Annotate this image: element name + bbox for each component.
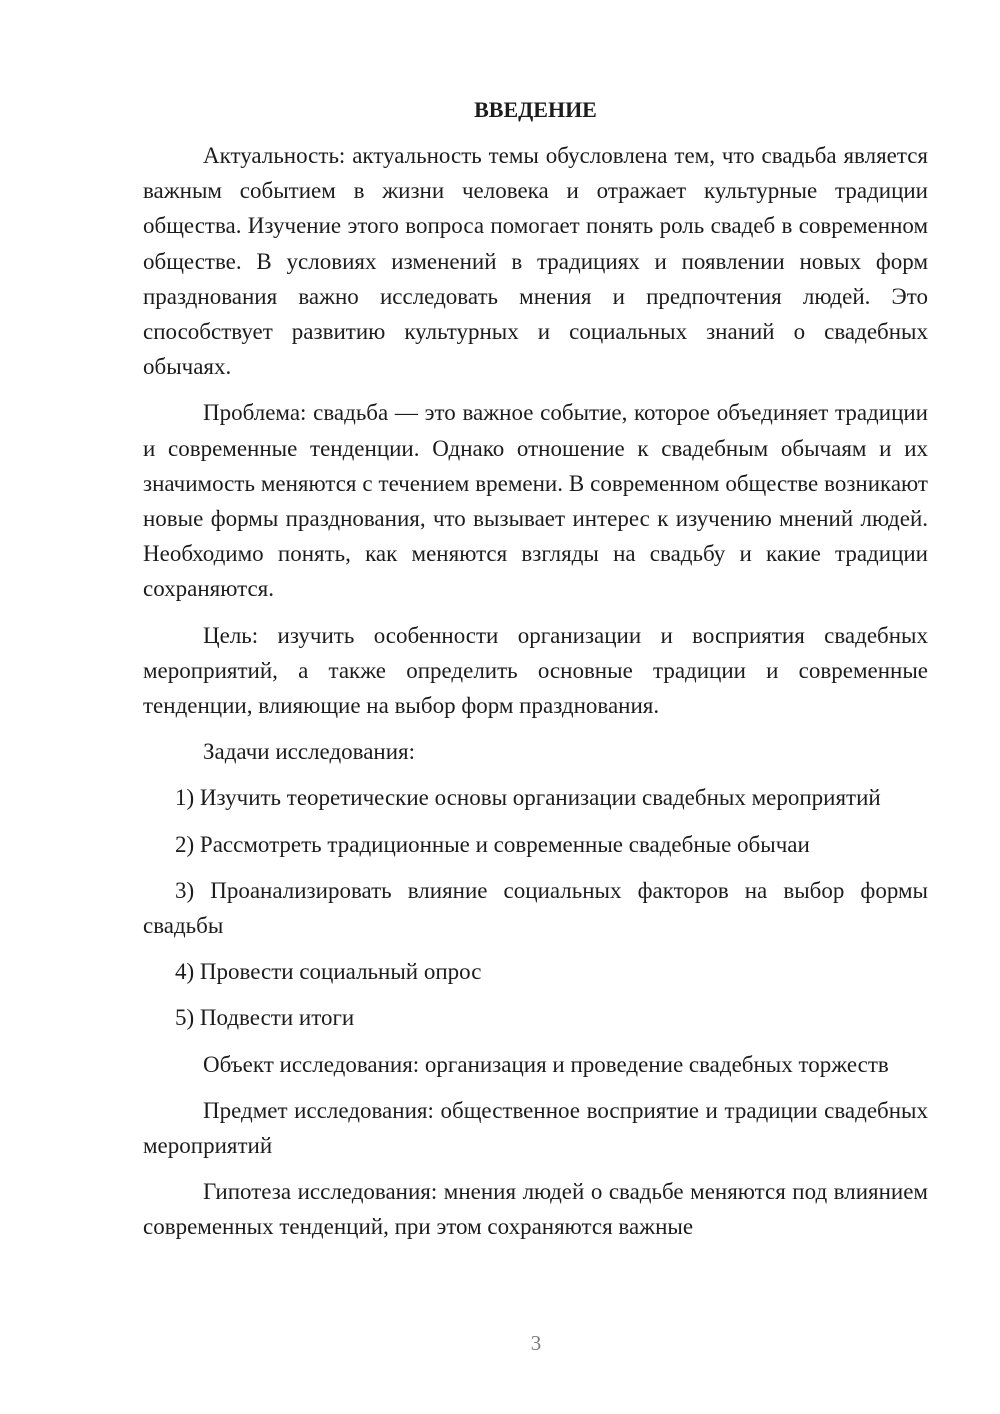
task-item-2: 2) Рассмотреть традиционные и современные свадебные обычаи	[175, 831, 810, 857]
task-item-4: 4) Провести социальный опрос	[175, 959, 482, 985]
page-number: 3	[530, 1331, 542, 1355]
task-item-3: 3) Проанализировать влияние социальных факторов на выбор формы свадьбы	[143, 877, 928, 939]
goal-paragraph: Цель: изучить особенности организации и восприятия свадебных мероприятий, а также определить основные традиции и современные тенденции, влияющие на выбор форм празднования.	[143, 622, 928, 719]
section-heading: ВВЕДЕНИЕ	[474, 97, 597, 122]
relevance-paragraph: Актуальность: актуальность темы обусловлена тем, что свадьба является важным событием в жизни человека и отражает культурные традиции общества. Изучение этого вопроса помогает понять роль свадеб в современном обществе. В условиях изменений в традициях и появлении новых форм празднования важно исследовать мнения и предпочтения людей. Это способствует развитию культурных и социальных знаний о свадебных обычаях.	[143, 143, 928, 380]
tasks-title: Задачи исследования:	[203, 739, 416, 765]
task-item-1: 1) Изучить теоретические основы организации свадебных мероприятий	[175, 785, 881, 811]
task-item-5: 5) Подвести итоги	[175, 1005, 355, 1031]
hypothesis-paragraph: Гипотеза исследования: мнения людей о свадьбе меняются под влиянием современных тенденций, при этом сохраняются важные	[143, 1179, 928, 1240]
subject-paragraph: Предмет исследования: общественное восприятие и традиции свадебных мероприятий	[143, 1097, 928, 1159]
page-content	[143, 96, 928, 1245]
problem-paragraph: Проблема: свадьба — это важное событие, которое объединяет традиции и современные тенденции. Однако отношение к свадебным обычаям и их значимость меняются с течением времени. В современном обществе возникают новые формы празднования, что вызывает интерес к изучению мнений людей. Необходимо понять, как меняются взгляды на свадьбу и какие традиции сохраняются.	[143, 400, 928, 602]
object-paragraph: Объект исследования: организация и проведение свадебных торжеств	[203, 1051, 889, 1077]
